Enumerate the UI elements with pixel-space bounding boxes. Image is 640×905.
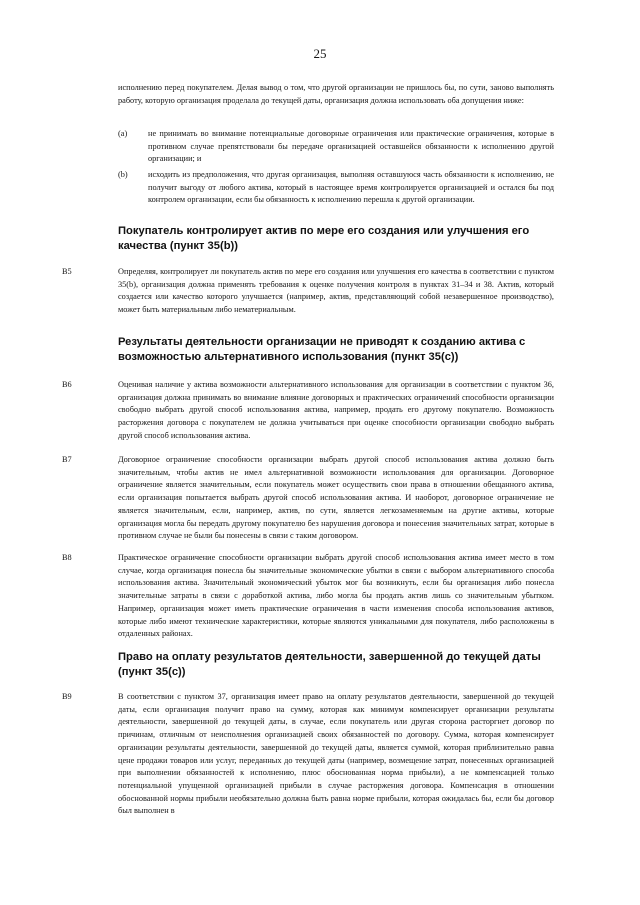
paragraph-b9 [0, 691, 640, 818]
paragraph-number: B9 [62, 692, 72, 701]
paragraph-number: B8 [62, 553, 72, 562]
paragraph-number: B6 [62, 380, 72, 389]
paragraph-text: Оценивая наличие у актива возможности альтернативного использования для организации в соответствии с пунктом 36, организация должна принимать во внимание влияние договорных и практических ограничений способности организации свободно выбрать другой способ использования актива, например, продать его другому покупателю. Возможность расторжения договора с покупателем не должна учитываться при оценке способности организации свободно выбрать другой способ использования актива. [118, 380, 554, 440]
paragraph-b8 [0, 552, 640, 641]
paragraph-text: В соответствии с пунктом 37, организация имеет право на оплату результатов деятельности, завершенной до текущей даты, если организация получит право на сумму, которая как минимум компенсирует организации результаты деятельности, завершенной до текущей даты, в случае, если покупатель или другая сторона расторгнет договор по причинам, отличным от неисполнения организацией своих обязанностей по договору. Сумма, которая компенсирует организации результаты деятельности, завершенной до текущей даты, является суммой, которая приблизительно равна цене продажи товаров или услуг, переданных до текущей даты (например, возмещение затрат, понесенных организацией при выполнении обязанностей к исполнению, плюс обоснованная норма прибыли), а не компенсацией только потенциальной упущенной организацией прибыли в случае расторжения договора. Компенсация в отношении обоснованной нормы прибыли необязательно должна быть равна норме прибыли, которая ожидалась бы, если бы договор был выполнен в [118, 692, 554, 816]
section-heading-b35b: Покупатель контролирует актив по мере его создания или улучшения его качества (пункт 35(b)) [118, 225, 530, 252]
list-item-text: исходить из предположения, что другая организация, выполняя оставшуюся часть обязанности к исполнению, не получит выгоду от любого актива, который в настоящее время контролируется организацией и остался бы под контролем организации, если бы обязанность к исполнению перешла к другой организации. [148, 170, 554, 205]
section-heading-b35c-payment: Право на оплату результатов деятельности, завершенной до текущей даты (пункт 35(c)) [118, 651, 541, 678]
paragraph-b7 [0, 454, 640, 543]
list-item-letter: (b) [118, 170, 128, 179]
list-item-letter: (a) [118, 129, 128, 138]
paragraph-number: B7 [62, 455, 72, 464]
list-item-text: не принимать во внимание потенциальные договорные ограничения или практические ограничения, которые в противном случае препятствовали бы передаче организацией оставшейся обязанности к исполнению другой организации; и [148, 129, 554, 164]
page-number: 25 [313, 46, 327, 61]
section-heading-b35c-asset: Результаты деятельности организации не приводят к созданию актива с возможностью альтернативного использования (пункт 35(c)) [118, 336, 526, 363]
paragraph-text: Определяя, контролирует ли покупатель актив по мере его создания или улучшения его качества в соответствии с пунктом 35(b), организация должна применять требования к оценке получения контроля в пунктах 31–34 и 38. Актив, который создается или качество которого улучшается (например, актив, представляющий собой незавершенное производство), может быть материальным либо нематериальным. [118, 267, 554, 315]
paragraph-text: Практическое ограничение способности организации выбрать другой способ использования актива имеет место в том случае, когда организация понесла бы значительные экономические убытки в связи с выбором альтернативного способа использования актива. Значительный экономический убыток мог бы возникнуть, если бы организация либо понесла значительные затраты в связи с доработкой актива, либо могла бы продать актив лишь со значительным убытком. Например, организация может иметь практические ограничения в части изменения способа использования активов, которые либо имеют технические характеристики, которые являются уникальными для покупателя, либо расположены в отдаленных районах. [118, 553, 554, 639]
intro-paragraph: исполнению перед покупателем. Делая вывод о том, что другой организации не пришлось бы, по сути, заново выполнять работу, которую организация проделала до текущей даты, организация должна использовать оба допущения ниже: [118, 83, 554, 105]
paragraph-b6 [0, 379, 640, 443]
paragraph-b5 [0, 266, 640, 317]
paragraph-number: B5 [62, 267, 72, 276]
paragraph-text: Договорное ограничение способности организации выбрать другой способ использования актива должно быть значительным, чтобы актив не имел альтернативной возможности использования для организации. Договорное ограничение является значительным, если покупатель может осуществить свои права в отношении обещанного актива, если организация попытается выбрать другой способ использования актива. И наоборот, договорное ограничение не является значительным, если, например, актив, по сути, является легкозаменяемым на другие активы, которые организация могла бы передать другому покупателю без нарушения договора и понесения значительных затрат, которые в противном случае не были бы понесены в связи с таким договором. [118, 455, 554, 541]
list-item-b [118, 169, 554, 207]
list-item-a [118, 128, 554, 166]
